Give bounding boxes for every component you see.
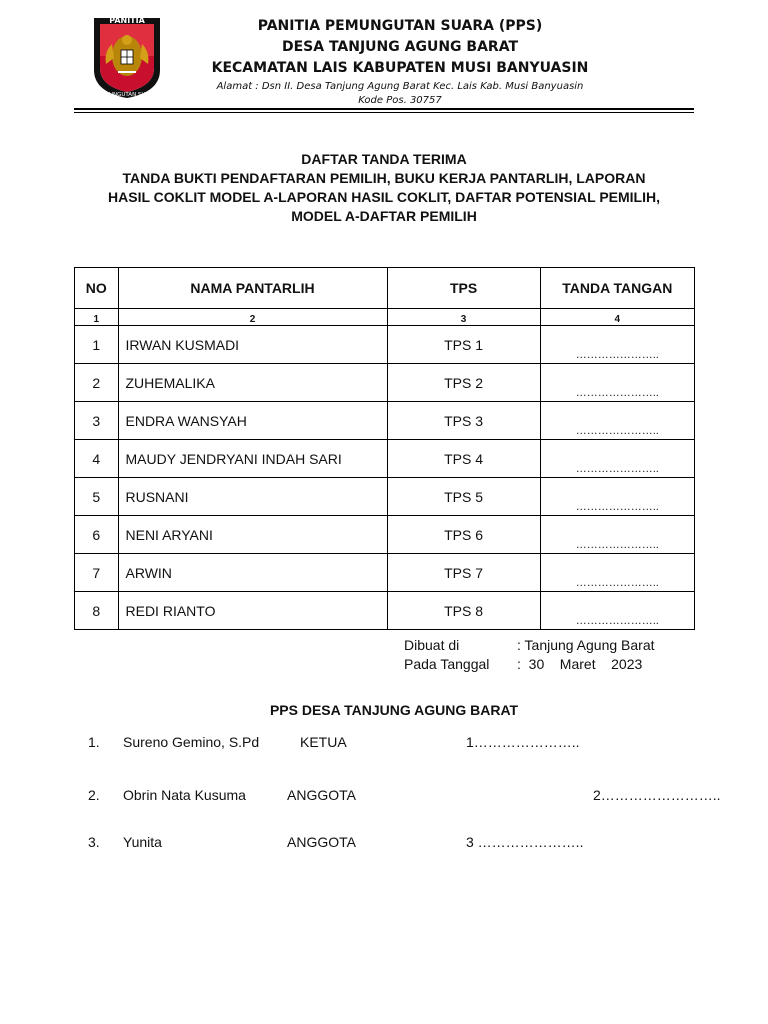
row-tps: TPS 6 [387, 516, 540, 554]
row-tps: TPS 4 [387, 440, 540, 478]
made-at-value: : Tanjung Agung Barat [517, 637, 655, 653]
header-line-1: PANITIA PEMUNGUTAN SUARA (PPS) [257, 18, 543, 34]
row-no: 5 [75, 478, 119, 516]
member-number: 1. [88, 734, 100, 750]
row-name: NENI ARYANI [118, 516, 387, 554]
row-signature: ………………….. [540, 402, 694, 440]
member-signature: 1………………….. [466, 734, 580, 750]
row-tps: TPS 7 [387, 554, 540, 592]
row-no: 8 [75, 592, 119, 630]
col-number: 4 [540, 309, 694, 326]
table-row [75, 326, 695, 364]
row-signature: ………………….. [540, 516, 694, 554]
row-tps: TPS 5 [387, 478, 540, 516]
svg-text:PANITIA: PANITIA [109, 16, 145, 25]
row-tps: TPS 2 [387, 364, 540, 402]
member-number: 3. [88, 834, 100, 850]
header-address: Alamat : Dsn II. Desa Tanjung Agung Barat Kec. Lais Kab. Musi Banyuasin [216, 81, 584, 92]
row-no: 1 [75, 326, 119, 364]
member-role: ANGGOTA [287, 787, 356, 803]
row-signature: ………………….. [540, 554, 694, 592]
table-row [75, 440, 695, 478]
committee-title: PPS DESA TANJUNG AGUNG BARAT [269, 702, 519, 718]
row-no: 6 [75, 516, 119, 554]
member-name: Yunita [123, 834, 162, 850]
table-row [75, 402, 695, 440]
col-header-name: NAMA PANTARLIH [118, 268, 387, 309]
row-signature: ………………….. [540, 440, 694, 478]
doc-subtitle-3: MODEL A-DAFTAR PEMILIH [291, 208, 477, 224]
row-signature: ………………….. [540, 592, 694, 630]
row-no: 4 [75, 440, 119, 478]
row-name: RUSNANI [118, 478, 387, 516]
header-postal: Kode Pos. 30757 [358, 95, 442, 106]
receipt-table [74, 267, 695, 630]
col-number-row [75, 309, 695, 326]
row-name: ZUHEMALIKA [118, 364, 387, 402]
row-tps: TPS 1 [387, 326, 540, 364]
table-row [75, 478, 695, 516]
col-header-no: NO [75, 268, 119, 309]
row-signature: ………………….. [540, 364, 694, 402]
header-rule [74, 108, 694, 110]
header-line-2: DESA TANJUNG AGUNG BARAT [281, 39, 518, 55]
row-signature: ………………….. [540, 478, 694, 516]
row-tps: TPS 3 [387, 402, 540, 440]
header-rule-thin [74, 112, 694, 113]
doc-subtitle-2: HASIL COKLIT MODEL A-LAPORAN HASIL COKLIT, DAFTAR POTENSIAL PEMILIH, [108, 189, 660, 205]
member-signature: 3 ………………….. [466, 834, 584, 850]
row-no: 7 [75, 554, 119, 592]
table-row [75, 554, 695, 592]
col-number: 3 [387, 309, 540, 326]
table-header-row [75, 268, 695, 309]
row-tps: TPS 8 [387, 592, 540, 630]
row-name: IRWAN KUSMADI [118, 326, 387, 364]
row-no: 3 [75, 402, 119, 440]
kpu-logo [86, 12, 168, 100]
row-signature: ………………….. [540, 326, 694, 364]
col-header-signature: TANDA TANGAN [540, 268, 694, 309]
doc-title: DAFTAR TANDA TERIMA [301, 151, 467, 167]
col-number: 2 [118, 309, 387, 326]
col-number: 1 [75, 309, 119, 326]
header-line-3: KECAMATAN LAIS KABUPATEN MUSI BANYUASIN [211, 60, 589, 76]
table-row [75, 592, 695, 630]
row-name: ENDRA WANSYAH [118, 402, 387, 440]
member-role: KETUA [300, 734, 347, 750]
date-value: : 30 Maret 2023 [517, 656, 643, 672]
made-at-label: Dibuat di [404, 637, 460, 653]
date-label: Pada Tanggal [404, 656, 490, 672]
doc-subtitle-1: TANDA BUKTI PENDAFTARAN PEMILIH, BUKU KERJA PANTARLIH, LAPORAN [122, 170, 646, 186]
member-signature: 2…………………….. [593, 787, 721, 803]
row-name: REDI RIANTO [118, 592, 387, 630]
row-name: MAUDY JENDRYANI INDAH SARI [118, 440, 387, 478]
col-header-tps: TPS [387, 268, 540, 309]
row-name: ARWIN [118, 554, 387, 592]
member-name: Sureno Gemino, S.Pd [123, 734, 260, 750]
member-name: Obrin Nata Kusuma [123, 787, 246, 803]
member-number: 2. [88, 787, 100, 803]
row-no: 2 [75, 364, 119, 402]
svg-text:PEMUNGUTAN SUARA: PEMUNGUTAN SUARA [97, 92, 157, 98]
member-role: ANGGOTA [287, 834, 356, 850]
table-row [75, 364, 695, 402]
table-row [75, 516, 695, 554]
